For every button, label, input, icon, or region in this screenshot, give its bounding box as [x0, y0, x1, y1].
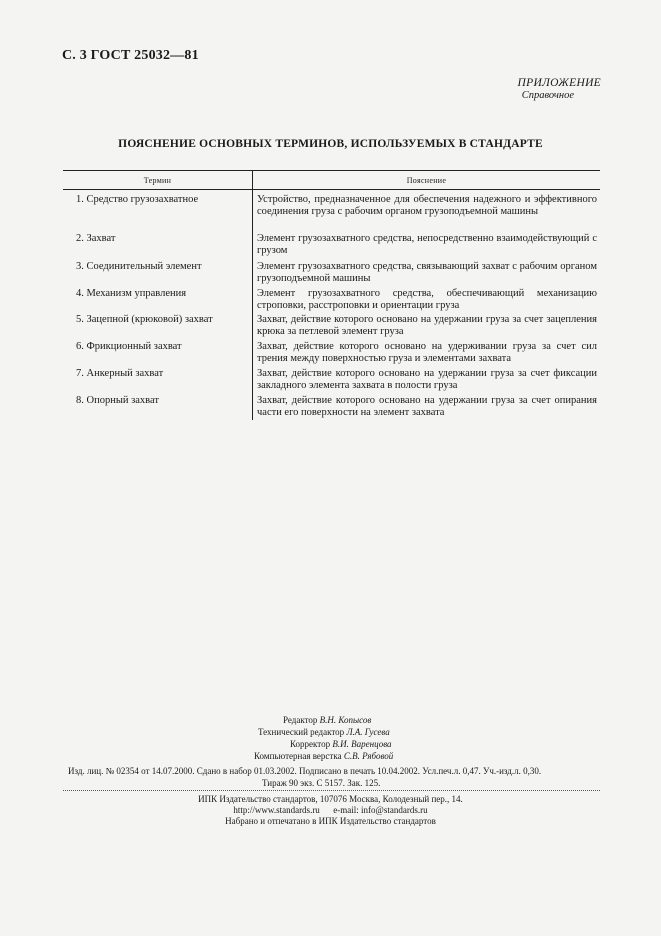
term-cell: 1. Средство грузозахватное	[76, 194, 199, 205]
term-cell: 6. Фрикционный захват	[76, 341, 182, 352]
explanation-cell: Захват, действие которого основано на удержании груза за счет зацепления крюка за петлевой элемент груза	[257, 314, 597, 337]
editor-credit: Редактор В.Н. Копысов	[283, 715, 372, 725]
explanation-cell: Элемент грузозахватного средства, обеспечивающий механизацию строповки, расстроповки и ориентации груза	[257, 288, 597, 311]
column-header-term: Термин	[143, 176, 172, 185]
publisher-address: ИПК Издательство стандартов, 107076 Москва, Колодезный пер., 14.	[198, 794, 463, 804]
publisher-web: http://www.standards.ru e-mail: info@standards.ru	[233, 805, 428, 815]
explanation-cell: Устройство, предназначенное для обеспечения надежного и эффективного соединения груза с рабочим органом грузоподъемной машины	[257, 194, 597, 217]
layout-credit: Компьютерная верстка С.В. Рябовой	[254, 751, 394, 761]
table-column-divider	[252, 170, 253, 420]
document-title: ПОЯСНЕНИЕ ОСНОВНЫХ ТЕРМИНОВ, ИСПОЛЬЗУЕМЫХ В СТАНДАРТЕ	[118, 138, 543, 150]
term-cell: 5. Зацепной (крюковой) захват	[76, 314, 213, 325]
table-top-rule	[63, 170, 600, 171]
page-number: С. 3 ГОСТ 25032—81	[62, 48, 199, 63]
print-run-details: Тираж 90 экз. С 5157. Зак. 125.	[262, 778, 381, 788]
publishing-details: Изд. лиц. № 02354 от 14.07.2000. Сдано в набор 01.03.2002. Подписано в печать 10.04.2002. Усл.печ.л. 0,47. Уч.-изд.л. 0,30.	[68, 766, 542, 776]
explanation-cell: Элемент грузозахватного средства, непосредственно взаимодействующий с грузом	[257, 233, 597, 256]
term-cell: 2. Захват	[76, 233, 116, 244]
term-cell: 8. Опорный захват	[76, 395, 159, 406]
printed-by-line: Набрано и отпечатано в ИПК Издательство стандартов	[225, 816, 436, 826]
tech-editor-credit: Технический редактор Л.А. Гусева	[258, 727, 390, 737]
appendix-subtitle: Справочное	[521, 90, 574, 101]
appendix-title: ПРИЛОЖЕНИЕ	[517, 77, 601, 89]
explanation-cell: Элемент грузозахватного средства, связывающий захват с рабочим органом грузоподъемной машины	[257, 261, 597, 284]
column-header-explanation: Пояснение	[406, 176, 447, 185]
term-cell: 3. Соединительный элемент	[76, 261, 202, 272]
explanation-cell: Захват, действие которого основано на удерживании груза за счет сил трения между поверхностью груза и элементами захвата	[257, 341, 597, 364]
term-cell: 4. Механизм управления	[76, 288, 187, 299]
explanation-cell: Захват, действие которого основано на удержании груза за счет опирания части его поверхности на элемент захвата	[257, 395, 597, 418]
explanation-cell: Захват, действие которого основано на удержании груза за счет фиксации закладного элемента захвата в полости груза	[257, 368, 597, 391]
imprint-separator	[63, 790, 600, 791]
term-cell: 7. Анкерный захват	[76, 368, 164, 379]
table-header-rule	[63, 189, 600, 190]
corrector-credit: Корректор В.И. Варенцова	[290, 739, 392, 749]
